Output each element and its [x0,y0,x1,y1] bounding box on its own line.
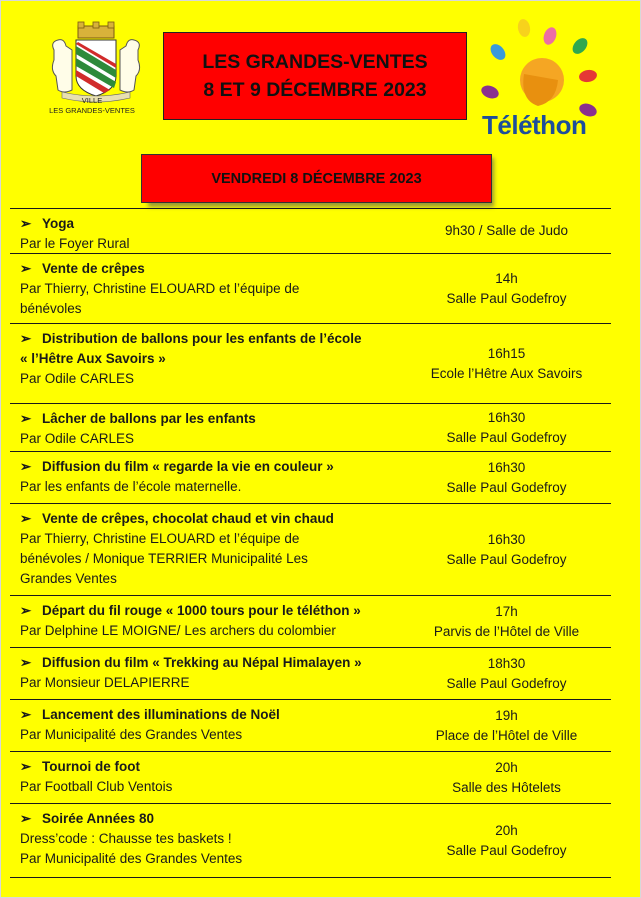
bullet-arrow-icon: ➢ [20,511,32,526]
bullet-arrow-icon: ➢ [20,459,32,474]
event-place: Parvis de l’Hôtel de Ville [433,623,580,639]
event-row [10,752,611,804]
event-place: Salle Paul Godefroy [446,429,567,445]
event-time-place [402,324,611,403]
event-line: Par Thierry, Christine ELOUARD et l’équipe de [20,281,300,296]
event-place: Salle Paul Godefroy [446,551,567,567]
event-details [10,596,402,647]
event-time-place [402,596,611,647]
event-place: Place de l’Hôtel de Ville [435,727,578,743]
event-time-place [402,254,611,323]
event-time: 16h30 [487,531,526,547]
event-time: 19h [495,707,518,723]
event-title-text: Distribution de ballons pour les enfants de l’école [42,331,362,346]
event-details [10,254,402,323]
event-time-place [402,404,611,451]
event-title [20,214,402,234]
title-line1: LES GRANDES-VENTES [202,51,428,73]
event-title [20,809,402,829]
event-details [10,324,402,403]
event-title-text: Vente de crêpes, chocolat chaud et vin chaud [42,511,334,526]
event-title [20,329,402,349]
event-title [20,705,402,725]
event-place: Ecole l’Hêtre Aux Savoirs [430,365,583,381]
event-time-place [402,504,611,595]
event-details [10,504,402,595]
events-table [10,208,611,878]
event-time: 16h30 [487,459,526,475]
event-title-text: Vente de crêpes [42,261,145,276]
bullet-arrow-icon: ➢ [20,759,32,774]
event-title [20,509,402,529]
event-place: Salle des Hôtelets [452,779,561,795]
event-row [10,254,611,324]
event-time-place [402,209,611,253]
event-title-text: Tournoi de foot [42,759,140,774]
event-time-place [402,648,611,699]
event-place: Salle Paul Godefroy [446,675,567,691]
event-title-text: Lancement des illuminations de Noël [42,707,280,722]
event-time-place [402,452,611,503]
event-title-box [163,32,467,120]
crest-caption [40,96,144,116]
event-line: Par Monsieur DELAPIERRE [20,675,190,690]
event-line: Par Football Club Ventois [20,779,173,794]
event-line: Dress’code : Chausse tes baskets ! [20,831,232,846]
event-time-place [402,804,611,877]
event-title-text: Yoga [42,216,75,231]
event-line: Par Municipalité des Grandes Ventes [20,851,243,866]
event-title [20,601,402,621]
event-row [10,596,611,648]
event-line: Par le Foyer Rural [20,236,130,251]
bullet-arrow-icon: ➢ [20,707,32,722]
event-details [10,700,402,751]
event-line: Par Odile CARLES [20,431,135,446]
event-details [10,648,402,699]
event-title [20,757,402,777]
event-title-text: Diffusion du film « Trekking au Népal Himalayen » [42,655,362,670]
bullet-arrow-icon: ➢ [20,603,32,618]
bullet-arrow-icon: ➢ [20,261,32,276]
crest-caption-line1: VILLE [81,96,103,105]
event-details [10,804,402,877]
event-line: Par Municipalité des Grandes Ventes [20,727,243,742]
event-title [20,409,402,429]
event-time: 20h [495,822,518,838]
event-title-text: Lâcher de ballons par les enfants [42,411,256,426]
day-banner: VENDREDI 8 DÉCEMBRE 2023 [141,154,492,203]
event-time-place [402,752,611,803]
event-title [20,259,402,279]
bullet-arrow-icon: ➢ [20,331,32,346]
bullet-arrow-icon: ➢ [20,216,32,231]
event-line: bénévoles / Monique TERRIER Municipalité Les [20,551,308,566]
event-row [10,324,611,404]
event-line: bénévoles [20,301,82,316]
event-title-text: Diffusion du film « regarde la vie en couleur » [42,459,334,474]
event-title-text: Soirée Années 80 [42,811,155,826]
event-details [10,209,402,253]
event-time: 18h30 [487,655,526,671]
event-time: 17h [495,603,518,619]
event-details [10,452,402,503]
event-details [10,752,402,803]
event-title [20,457,402,477]
bullet-arrow-icon: ➢ [20,655,32,670]
event-time: 16h30 [487,409,526,425]
event-row [10,452,611,504]
event-row [10,804,611,878]
title-line2: 8 ET 9 DÉCEMBRE 2023 [203,79,427,101]
event-place: 9h30 / Salle de Judo [444,223,569,238]
event-line: Par Delphine LE MOIGNE/ Les archers du colombier [20,623,336,638]
event-line: « l’Hêtre Aux Savoirs » [20,351,166,366]
event-line: Grandes Ventes [20,571,117,586]
event-row [10,648,611,700]
event-row [10,208,611,254]
event-place: Salle Paul Godefroy [446,290,567,306]
event-line: Par les enfants de l’école maternelle. [20,479,242,494]
event-place: Salle Paul Godefroy [446,842,567,858]
event-time: 14h [495,270,518,286]
bullet-arrow-icon: ➢ [20,411,32,426]
event-title [20,653,402,673]
crest-caption-line2: LES GRANDES-VENTES [49,106,135,115]
event-row [10,700,611,752]
event-line: Par Thierry, Christine ELOUARD et l’équipe de [20,531,300,546]
event-row [10,504,611,596]
bullet-arrow-icon: ➢ [20,811,32,826]
event-time-place [402,700,611,751]
event-time: 20h [495,759,518,775]
event-time: 16h15 [487,345,526,361]
event-details [10,404,402,451]
event-line: Par Odile CARLES [20,371,135,386]
event-row [10,404,611,452]
telethon-wordmark: Téléthon [482,110,587,140]
event-place: Salle Paul Godefroy [446,479,567,495]
event-title-text: Départ du fil rouge « 1000 tours pour le téléthon » [42,603,361,618]
